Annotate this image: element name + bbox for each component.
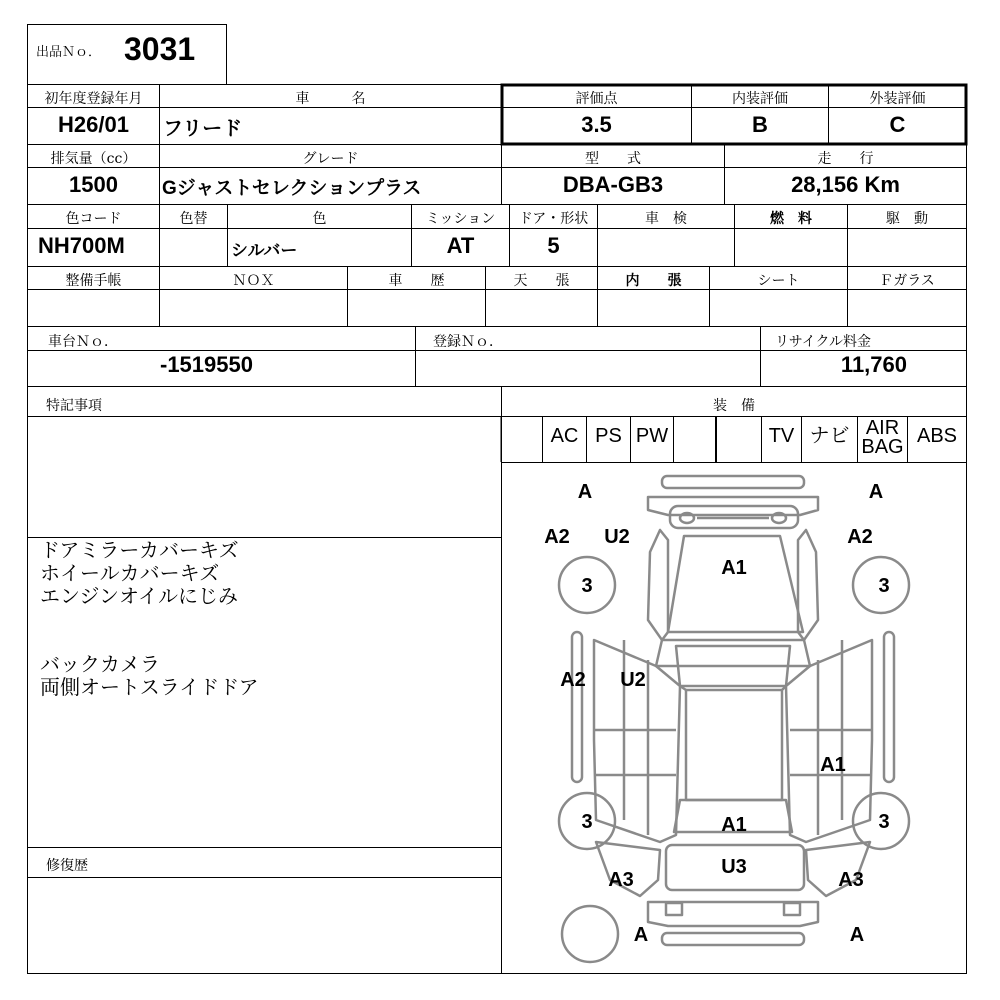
chassis-no-value: -1519550	[160, 352, 253, 377]
doors-value: 5	[547, 233, 560, 258]
remark-line: 両側オートスライドドア	[40, 675, 259, 699]
recycle-value: 11,760	[840, 352, 907, 377]
remark-line: エンジンオイルにじみ	[40, 584, 238, 608]
lot-number: 3031	[124, 31, 196, 67]
interior-label: 内装評価	[732, 91, 788, 107]
lot-label: 出品Ｎｏ．	[36, 45, 102, 60]
dmg-front-bumper-right: A	[868, 481, 884, 503]
repair-label: 修復歴	[46, 858, 88, 874]
equip-airbag-line1: AIR	[865, 417, 900, 439]
score-label: 評価点	[575, 91, 618, 107]
transmission-value: AT	[446, 233, 475, 258]
drive-label: 駆 動	[886, 211, 928, 227]
exterior-label: 外装評価	[869, 91, 926, 107]
door-shape-label: ドア・形状	[518, 211, 589, 227]
dmg-rear-glass: A1	[721, 814, 747, 836]
remark-line: バックカメラ	[40, 652, 160, 676]
interior-value: B	[752, 112, 768, 137]
dmg-right-side: A1	[820, 754, 846, 776]
maintenance-label: 整備手帳	[65, 273, 122, 289]
score-value: 3.5	[581, 112, 612, 137]
fuel-label: 燃 料	[770, 211, 812, 227]
dmg-front-fender-left-dent: U2	[604, 526, 630, 548]
dmg-rear-bumper-left: A	[633, 924, 649, 946]
dmg-hood: A1	[721, 557, 747, 579]
equipment-label: 装 備	[713, 398, 755, 414]
car-name-value: フリード	[163, 118, 243, 140]
rear-bumper-bottom	[662, 933, 804, 945]
equip-tv: TV	[762, 416, 802, 462]
dmg-rear-bumper-right: A	[849, 924, 865, 946]
front-fender-left	[648, 530, 668, 640]
interior-lining-label: 内 張	[625, 273, 682, 289]
first-reg-value: H26/01	[58, 112, 129, 137]
history-label: 車 歴	[388, 273, 445, 289]
roof	[686, 690, 782, 800]
roof-label: 天 張	[513, 273, 570, 289]
hood	[668, 536, 803, 632]
dmg-tire-front-right: 3	[878, 575, 890, 597]
front-bumper-top	[662, 476, 804, 488]
remark-line: ドアミラーカバーキズ	[40, 538, 239, 562]
color-code-value: NH700M	[38, 233, 125, 258]
remarks-label: 特記事項	[46, 398, 102, 414]
reg-no-label: 登録Ｎｏ．	[433, 334, 503, 350]
dmg-left-door: A2	[560, 669, 586, 691]
displacement-label: 排気量（cc）	[50, 151, 137, 167]
color-change-label: 色替	[179, 211, 208, 227]
car-name-label: 車 名	[295, 91, 366, 107]
equip-abs: ABS	[916, 425, 958, 447]
color-code-label: 色コード	[65, 211, 122, 227]
dmg-tire-rear-right: 3	[878, 811, 890, 833]
nox-label: ＮＯＸ	[232, 273, 275, 289]
equip-ac: AC	[543, 416, 587, 462]
equip-navi: ナビ	[802, 416, 858, 462]
inspection-label: 車 検	[645, 211, 687, 227]
first-reg-label: 初年度登録年月	[44, 91, 143, 107]
dmg-tailgate: U3	[721, 856, 747, 878]
grade-label: グレード	[302, 151, 359, 167]
dmg-front-fender-left: A2	[544, 526, 570, 548]
f-glass-label: Ｆガラス	[879, 273, 935, 289]
dmg-tire-rear-left: 3	[581, 811, 593, 833]
recycle-label: リサイクル料金	[775, 334, 872, 350]
right-side-body	[786, 640, 872, 842]
model-code-label: 型 式	[585, 151, 641, 167]
chassis-no-label: 車台Ｎｏ．	[48, 334, 118, 350]
dmg-rear-quarter-left: A3	[608, 869, 634, 891]
dmg-left-door-dent: U2	[620, 669, 646, 691]
model-code-value: DBA-GB3	[562, 172, 664, 197]
transmission-label: ミッション	[425, 211, 496, 227]
equip-pw: PW	[631, 416, 674, 462]
displacement-value: 1500	[69, 172, 118, 197]
color-label: 色	[312, 211, 327, 227]
seat-label: シート	[757, 273, 800, 289]
grade-value: Gジャストセレクションプラス	[162, 178, 422, 199]
dmg-tire-front-left: 3	[581, 575, 593, 597]
remark-line: ホイールカバーキズ	[40, 561, 220, 585]
mileage-label: 走 行	[817, 151, 874, 167]
equip-ps: PS	[587, 416, 631, 462]
dmg-front-fender-right: A2	[847, 526, 873, 548]
spare-tire	[562, 906, 618, 962]
equip-airbag-line2: BAG	[861, 436, 904, 458]
color-value: シルバー	[231, 241, 298, 260]
dmg-front-bumper-left: A	[577, 481, 593, 503]
mileage-value: 28,156 Km	[791, 172, 900, 197]
dmg-rear-quarter-right: A3	[838, 869, 864, 891]
exterior-value: C	[889, 112, 906, 137]
